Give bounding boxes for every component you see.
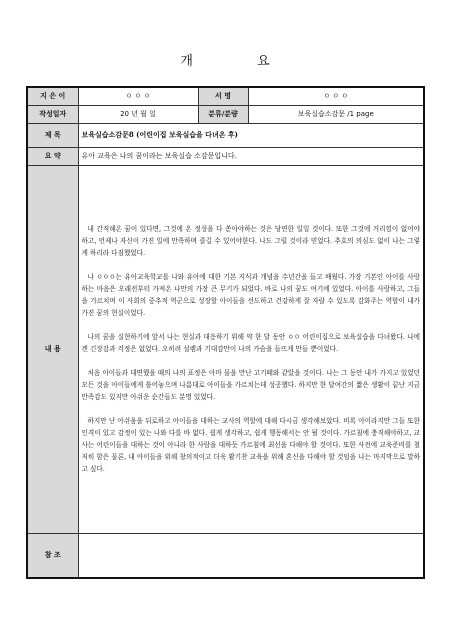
- date-label: 작성일자: [27, 105, 78, 123]
- summary-label: 요 약: [27, 147, 78, 165]
- subject-row: [27, 123, 424, 147]
- page-title: 개 요: [180, 54, 300, 69]
- author-row: [27, 87, 424, 105]
- date-row: [27, 105, 424, 123]
- summary-row: [27, 147, 424, 165]
- content-paragraph: 하지만 난 아쉬움을 뒤로하고 아이들을 대하는 교사의 역할에 대해 다시금 생각해보았다. 비록 아이라지만 그들 또한 인격이 있고 감정이 있는 나와 다를 바 없다. 쉽게 생각하고, 쉽게 행동해서는 안 될 것이다. 가르침에 충직해야하고, 교사는 어린이들을 대하는 것이 아니라 한 사람을 대하듯 가르침에 최선을 다해야 할 것이다. 또한 사전에 교육준비를 철저히 함은 물론, 내 아이들을 위해 창의적이고 더욱 활기찬 교육을 위해 혼신을 다해야 할 것임을 나는 마지막으로 말하고 싶다.: [81, 417, 420, 473]
- author-value: ㅇ ㅇ ㅇ: [78, 87, 198, 105]
- reference-row: [27, 533, 424, 578]
- reference-value: [78, 533, 424, 578]
- author-label: 지 은 이: [27, 87, 78, 105]
- content-paragraph: 나 ㅇㅇㅇ는 유아교육학교를 나와 유아에 대한 기본 지식과 개념을 수년간을 들고 배웠다. 가장 기본인 아이를 사랑하는 마음은 오래전부터 가져온 나만의 가장 큰 무기가 되었다. 바로 나의 꿈도 여기에 있었다. 아이를 사랑하고, 그들을 가르치며 이 사회의 중추적 역군으로 성장할 아이들을 선도하고 건강하게 잘 자랄 수 있도록 감화주는 역할이 내가 가진 꿈의 현실이었다.: [81, 273, 420, 317]
- subject-label: 제 목: [27, 123, 78, 147]
- content-paragraph: 나의 꿈을 실현하기에 앞서 나는 현실과 대응하기 위해 약 한 달 동안 ㅇㅇ 어린이집으로 보육실습을 다녀왔다. 나에겐 긴장감과 걱정은 없었다. 오히려 설렘과 기대감만이 나의 가슴을 들뜨게 만들 뿐이었다.: [81, 333, 420, 353]
- signature-label: 서 명: [198, 87, 248, 105]
- reference-label: 참 조: [27, 533, 78, 578]
- content-label: 내 용: [27, 165, 78, 533]
- content-paragraph: 내 간직해온 꿈이 있다면, 그것에 온 정성을 다 쏟아야하는 것은 당연한 일일 것이다. 또한 그것에 거리낌이 없어야 하고, 언제나 자신이 가진 일에 만족하며 즐길 수 있어야한다. 나도 그럴 것이라 믿었다. 추호의 의심도 없이 나는 그렇게 하리라 다짐했었다.: [81, 225, 420, 257]
- summary-value: 유아 교육은 나의 꿈이라는 보육실습 소감문입니다.: [78, 147, 424, 165]
- date-value: 20 년 월 일: [78, 105, 198, 123]
- content-row: [27, 165, 424, 533]
- content-body: [78, 165, 424, 533]
- signature-value: ㅇ ㅇ ㅇ: [248, 87, 424, 105]
- report-overview-table: [26, 86, 425, 579]
- category-label: 분류/분량: [198, 105, 248, 123]
- category-value: 보육실습소감문 /1 page: [248, 105, 424, 123]
- content-paragraph: 처음 아이들과 대면했을 때의 나의 표정은 아마 물을 만난 고기떼와 같았을 것이다. 나는 그 동안 내가 가지고 있었던 모든 것을 아이들에게 틀어놓으며 나름대로 아이들을 가르치는데 성공했다. 하지만 한 달여간의 짧은 생활이 끝난 지금 만족감도 있지만 아쉬운 순간들도 분명 있었다.: [81, 369, 420, 401]
- subject-value: 보육실습소감문8 (어린이집 보육실습을 다녀온 후): [78, 123, 424, 147]
